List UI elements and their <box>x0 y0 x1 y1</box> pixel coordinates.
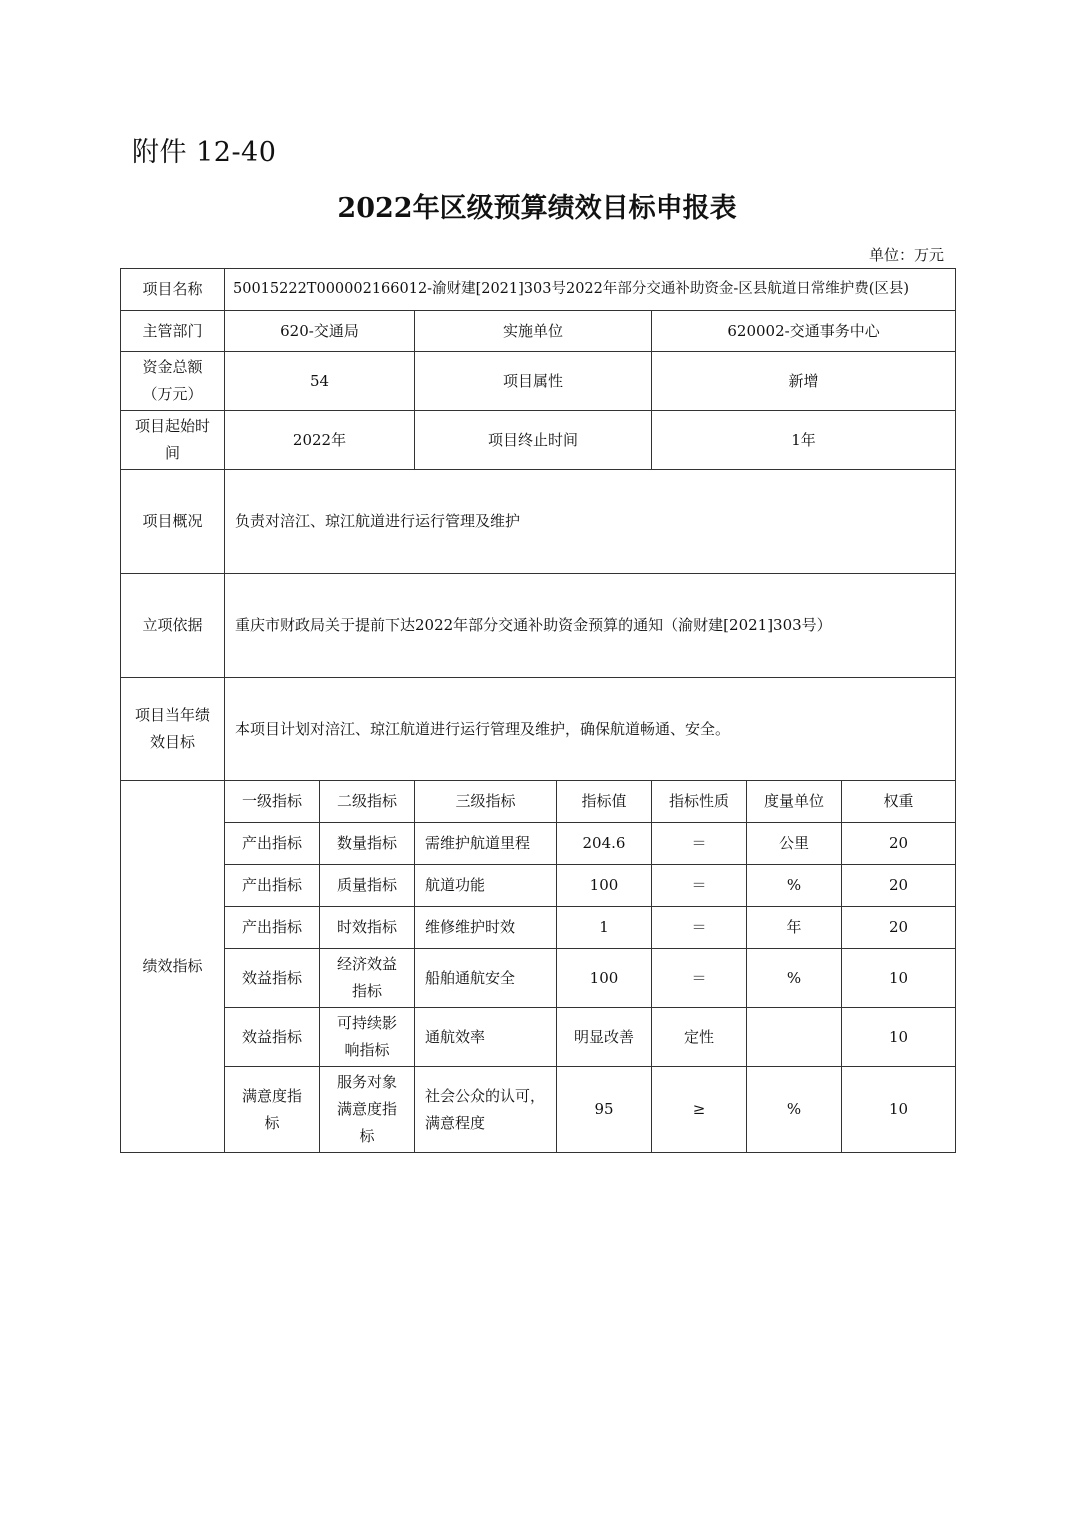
indicator-level2: 时效指标 <box>320 907 415 949</box>
indicator-weight: 20 <box>842 823 956 865</box>
indicator-value: 100 <box>557 949 652 1008</box>
indicator-weight: 20 <box>842 865 956 907</box>
row-annual-goal <box>121 678 956 781</box>
goal-label: 项目当年绩 效目标 <box>121 678 225 781</box>
row-project-name <box>121 269 956 311</box>
indicator-row <box>121 1008 956 1067</box>
indicator-level3: 维修维护时效 <box>415 907 557 949</box>
end-label: 项目终止时间 <box>415 411 652 470</box>
indicator-unit: 公里 <box>747 823 842 865</box>
attachment-number: 附件 12-40 <box>132 137 277 168</box>
indicator-weight: 10 <box>842 1008 956 1067</box>
indicator-level1: 满意度指 标 <box>225 1067 320 1153</box>
attr-label: 项目属性 <box>415 352 652 411</box>
row-overview <box>121 470 956 574</box>
indicator-row <box>121 907 956 949</box>
header-value: 指标值 <box>557 781 652 823</box>
dept-label: 主管部门 <box>121 311 225 352</box>
overview-label: 项目概况 <box>121 470 225 574</box>
indicator-value: 明显改善 <box>557 1008 652 1067</box>
row-basis <box>121 574 956 678</box>
indicator-weight: 10 <box>842 1067 956 1153</box>
indicator-level2: 可持续影 响指标 <box>320 1008 415 1067</box>
indicator-level1: 效益指标 <box>225 1008 320 1067</box>
header-level3: 三级指标 <box>415 781 557 823</box>
basis-label: 立项依据 <box>121 574 225 678</box>
funds-value: 54 <box>225 352 415 411</box>
indicator-level3: 社会公众的认可， 满意程度 <box>415 1067 557 1153</box>
project-name-label: 项目名称 <box>121 269 225 311</box>
indicator-row <box>121 865 956 907</box>
end-value: 1年 <box>652 411 956 470</box>
overview-value: 负责对涪江、琼江航道进行运行管理及维护 <box>225 470 956 574</box>
row-period <box>121 411 956 470</box>
indicator-value: 204.6 <box>557 823 652 865</box>
indicator-unit <box>747 1008 842 1067</box>
indicators-section-label: 绩效指标 <box>121 781 225 1153</box>
indicator-level3: 需维护航道里程 <box>415 823 557 865</box>
indicator-level1: 产出指标 <box>225 907 320 949</box>
indicator-unit: % <box>747 949 842 1008</box>
indicator-nature: ＝ <box>652 949 747 1008</box>
row-funds <box>121 352 956 411</box>
indicator-unit: % <box>747 865 842 907</box>
indicator-nature: ≥ <box>652 1067 747 1153</box>
indicator-level3: 船舶通航安全 <box>415 949 557 1008</box>
indicator-level1: 产出指标 <box>225 823 320 865</box>
indicator-level1: 产出指标 <box>225 865 320 907</box>
project-name-value: 50015222T000002166012-渝财建[2021]303号2022年部分交通补助资金-区县航道日常维护费(区县) <box>225 269 956 311</box>
impl-value: 620002-交通事务中心 <box>652 311 956 352</box>
indicator-unit: % <box>747 1067 842 1153</box>
indicator-level3: 通航效率 <box>415 1008 557 1067</box>
row-department <box>121 311 956 352</box>
indicator-value: 100 <box>557 865 652 907</box>
indicator-row <box>121 823 956 865</box>
budget-form-table <box>120 268 956 1153</box>
header-nature: 指标性质 <box>652 781 747 823</box>
header-weight: 权重 <box>842 781 956 823</box>
header-level2: 二级指标 <box>320 781 415 823</box>
indicator-level2: 数量指标 <box>320 823 415 865</box>
goal-value: 本项目计划对涪江、琼江航道进行运行管理及维护，确保航道畅通、安全。 <box>225 678 956 781</box>
basis-value: 重庆市财政局关于提前下达2022年部分交通补助资金预算的通知（渝财建[2021]303号） <box>225 574 956 678</box>
indicator-level1: 效益指标 <box>225 949 320 1008</box>
header-unit: 度量单位 <box>747 781 842 823</box>
start-label: 项目起始时 间 <box>121 411 225 470</box>
indicator-nature: ＝ <box>652 865 747 907</box>
page-title: 2022年区级预算绩效目标申报表 <box>337 193 737 224</box>
dept-value: 620-交通局 <box>225 311 415 352</box>
indicator-value: 1 <box>557 907 652 949</box>
indicator-level2: 服务对象 满意度指 标 <box>320 1067 415 1153</box>
indicator-level3: 航道功能 <box>415 865 557 907</box>
unit-note: 单位：万元 <box>868 246 944 264</box>
indicator-row <box>121 949 956 1008</box>
funds-label: 资金总额 （万元） <box>121 352 225 411</box>
indicator-nature: 定性 <box>652 1008 747 1067</box>
start-value: 2022年 <box>225 411 415 470</box>
header-level1: 一级指标 <box>225 781 320 823</box>
indicator-nature: ＝ <box>652 823 747 865</box>
indicator-header-row <box>121 781 956 823</box>
attr-value: 新增 <box>652 352 956 411</box>
indicator-value: 95 <box>557 1067 652 1153</box>
indicator-weight: 10 <box>842 949 956 1008</box>
indicator-level2: 经济效益 指标 <box>320 949 415 1008</box>
indicator-unit: 年 <box>747 907 842 949</box>
impl-label: 实施单位 <box>415 311 652 352</box>
indicator-weight: 20 <box>842 907 956 949</box>
indicator-nature: ＝ <box>652 907 747 949</box>
indicator-level2: 质量指标 <box>320 865 415 907</box>
indicator-row <box>121 1067 956 1153</box>
